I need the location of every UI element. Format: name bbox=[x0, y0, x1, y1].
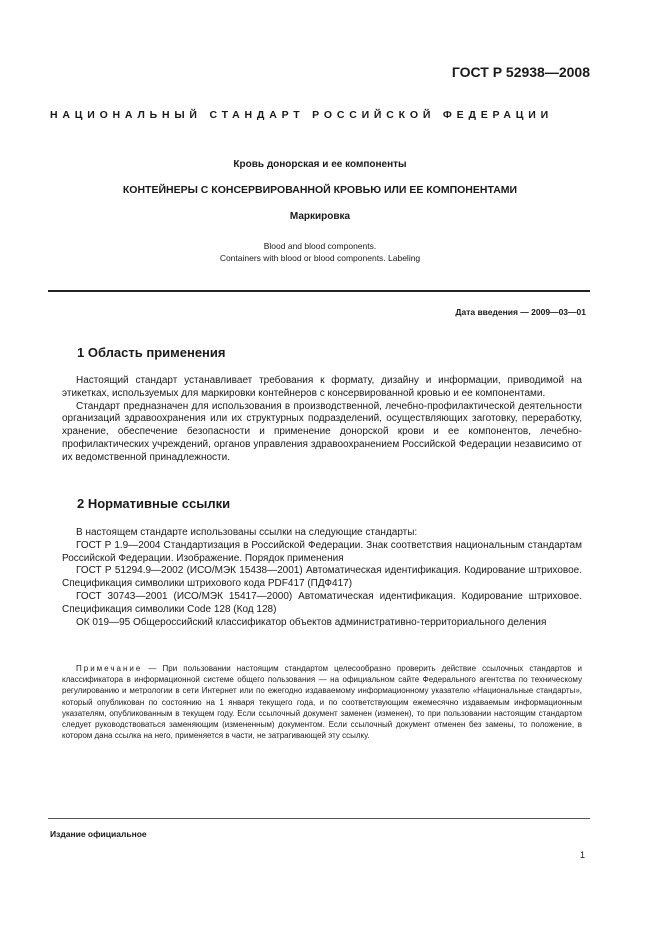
title-line-1: Кровь донорская и ее компоненты bbox=[233, 159, 407, 170]
top-divider bbox=[48, 290, 590, 292]
section-1-heading: 1 Область применения bbox=[77, 345, 226, 360]
reference-gost-1-9: ГОСТ Р 1.9—2004 Стандартизация в Российской Федерации. Знак соответствия национальным стандартам Российской Федерации. Изображение. Порядок применения bbox=[62, 539, 582, 564]
page-number: 1 bbox=[579, 850, 585, 860]
title-line-3: Маркировка bbox=[289, 211, 351, 222]
reference-ok-019: ОК 019—95 Общероссийский классификатор объектов административно-территориального деления bbox=[76, 616, 547, 628]
english-title bbox=[50, 240, 590, 264]
section-2-heading: 2 Нормативные ссылки bbox=[77, 496, 231, 511]
note-block bbox=[62, 663, 582, 741]
introduction-date: Дата введения — 2009—03—01 bbox=[455, 307, 586, 317]
section-1-paragraph: Настоящий стандарт устанавливает требования к формату, дизайну и информации, приводимой на этикетках, используемых для маркировки контейнеров с консервированной кровью и ее компонентами. bbox=[62, 375, 582, 399]
edition-label: Издание официальное bbox=[50, 829, 147, 839]
national-standard-heading: НАЦИОНАЛЬНЫЙ СТАНДАРТ РОССИЙСКОЙ ФЕДЕРАЦИИ bbox=[50, 109, 553, 121]
section-2-body bbox=[62, 527, 582, 629]
reference-gost-51294-9: ГОСТ Р 51294.9—2002 (ИСО/МЭК 15438—2001) Автоматическая идентификация. Кодирование штриховое. Спецификация символики штрихового кода PDF417 (ПДФ417) bbox=[62, 565, 582, 590]
note-text: — При пользовании настоящим стандартом целесообразно проверить действие ссылочных стандартов и классификатора в информационной системе общего пользования — на официальном сайте Федерального агентства по техническому регулированию и метрологии в сети Интернет или по ежегодно издаваемому информационному указателю «Национальные стандарты», который опубликован по состоянию на 1 января текущего года, и по соответствующим ежемесячно издаваемым информационным указателям, опубликованным в текущем году. Если ссылочный документ заменен (изменен), то при пользовании настоящим стандартом следует руководствоваться заменяющим (измененным) документом. Если ссылочный документ отменен без замены, то положение, в котором дана ссылка на него, применяется в части, не затрагивающей эту ссылку. bbox=[62, 664, 582, 741]
note-label: Примечание bbox=[76, 664, 143, 673]
title-line-2: КОНТЕЙНЕРЫ С КОНСЕРВИРОВАННОЙ КРОВЬЮ ИЛИ ЕЕ КОМПОНЕНТАМИ bbox=[122, 184, 518, 196]
bottom-divider bbox=[48, 818, 590, 819]
document-number: ГОСТ Р 52938—2008 bbox=[451, 64, 590, 80]
section-2-paragraph: В настоящем стандарте использованы ссылки на следующие стандарты: bbox=[76, 527, 418, 538]
reference-gost-30743: ГОСТ 30743—2001 (ИСО/МЭК 15417—2000) Автоматическая идентификация. Кодирование штриховое. Спецификация символики Code 128 (Код 128) bbox=[62, 590, 582, 615]
section-1-body bbox=[62, 375, 582, 465]
section-1-paragraph: Стандарт предназначен для использования в производственной, лечебно-профилактической деятельности организаций здравоохранения или их структурных подразделений, осуществляющих заготовку, переработку, хранение, обеспечение безопасности и применение донорской крови и ее компонентов, лечебно-профилактических учреждений, органов управления здравоохранением Российской Федерации независимо от их ведомственной принадлежности. bbox=[62, 400, 582, 463]
english-title-line-2: Containers with blood or blood components. Labeling bbox=[219, 253, 421, 263]
english-title-line-1: Blood and blood components. bbox=[263, 241, 377, 251]
note-paragraph bbox=[62, 663, 582, 741]
